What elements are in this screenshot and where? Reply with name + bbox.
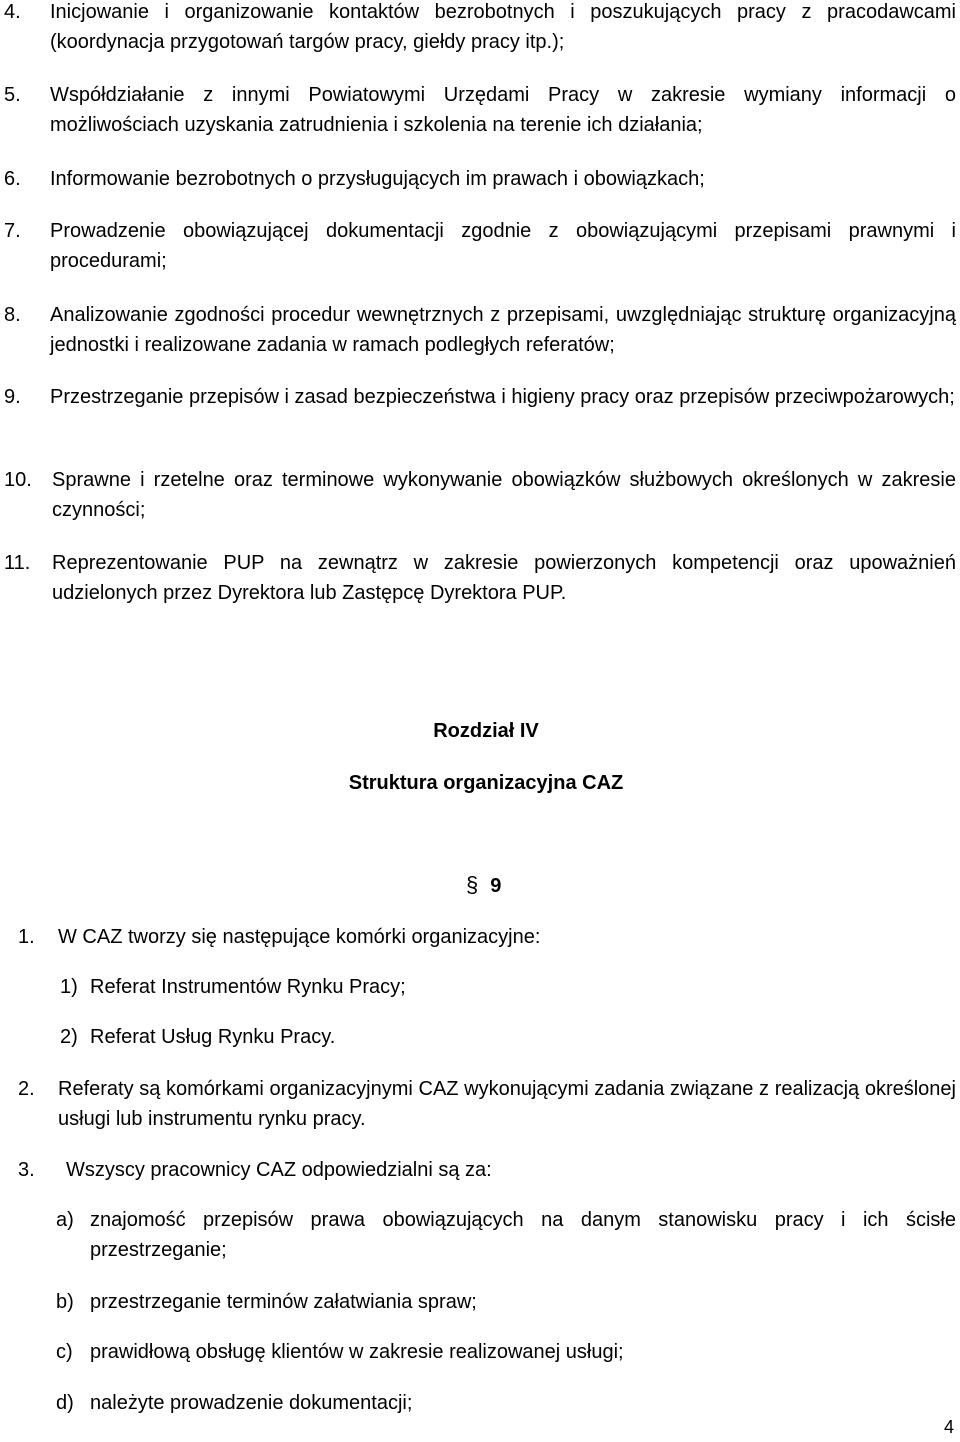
list-number: 4. xyxy=(4,1,21,23)
list-text: przestrzeganie terminów załatwiania spraw; xyxy=(90,1291,477,1313)
list-item-10 xyxy=(4,465,956,525)
list-number: 9. xyxy=(4,386,21,408)
list-text: Reprezentowanie PUP na zewnątrz w zakresie powierzonych kompetencji oraz upoważnień udzielonych przez Dyrektora lub Zastępcę Dyrektora PUP. xyxy=(52,552,956,604)
list-number: 8. xyxy=(4,304,21,326)
list-number: b) xyxy=(56,1291,74,1313)
list-text: W CAZ tworzy się następujące komórki organizacyjne: xyxy=(58,926,541,948)
list-item-5 xyxy=(4,80,956,140)
list-number: 11. xyxy=(4,552,31,574)
list-text: Analizowanie zgodności procedur wewnętrznych z przepisami, uwzględniając strukturę organizacyjną jednostki i realizowane zadania w ramach podległych referatów; xyxy=(50,304,956,356)
list-text: prawidłową obsługę klientów w zakresie realizowanej usługi; xyxy=(90,1341,624,1363)
list-number: d) xyxy=(56,1392,74,1414)
chapter-subtitle: Struktura organizacyjna CAZ xyxy=(348,772,624,794)
section-item-3 xyxy=(18,1155,956,1185)
duty-item-d xyxy=(56,1388,956,1418)
list-text: Inicjowanie i organizowanie kontaktów bezrobotnych i poszukujących pracy z pracodawcami (koordynacja przygotowań targów pracy, giełdy pracy itp.); xyxy=(50,1,956,53)
list-text: Referat Usług Rynku Pracy. xyxy=(90,1026,336,1048)
list-number: 3. xyxy=(18,1159,35,1181)
list-text: należyte prowadzenie dokumentacji; xyxy=(90,1392,413,1414)
section-item-1 xyxy=(18,922,956,952)
list-text: Referaty są komórkami organizacyjnymi CAZ wykonującymi zadania związane z realizacją określonej usługi lub instrumentu rynku pracy. xyxy=(58,1078,956,1130)
paragraph-sign xyxy=(466,870,501,901)
list-item-8 xyxy=(4,300,956,360)
list-number: 5. xyxy=(4,84,21,106)
list-text: Prowadzenie obowiązującej dokumentacji zgodnie z obowiązującymi przepisami prawnymi i procedurami; xyxy=(50,220,956,272)
list-number: 2. xyxy=(18,1078,35,1100)
list-number: 1) xyxy=(60,976,78,998)
duty-item-c xyxy=(56,1337,956,1367)
list-text: znajomość przepisów prawa obowiązujących na danym stanowisku pracy i ich ścisłe przestrzeganie; xyxy=(90,1209,956,1261)
list-number: a) xyxy=(56,1209,74,1231)
unit-item-2 xyxy=(60,1022,956,1052)
list-item-6 xyxy=(4,164,956,194)
chapter-title: Rozdział IV xyxy=(433,720,539,742)
list-number: 10. xyxy=(4,469,32,491)
list-item-9 xyxy=(4,382,956,412)
list-number: 1. xyxy=(18,926,35,948)
list-number: 7. xyxy=(4,220,21,242)
list-item-11 xyxy=(4,548,956,608)
list-text: Współdziałanie z innymi Powiatowymi Urzędami Pracy w zakresie wymiany informacji o możliwościach uzyskania zatrudnienia i szkolenia na terenie ich działania; xyxy=(50,84,956,136)
page-number: 4 xyxy=(943,1417,954,1437)
section-item-2 xyxy=(18,1074,956,1134)
section-number: 9 xyxy=(490,875,502,897)
list-text: Wszyscy pracownicy CAZ odpowiedzialni są za: xyxy=(66,1159,492,1181)
list-text: Przestrzeganie przepisów i zasad bezpieczeństwa i higieny pracy oraz przepisów przeciwpożarowych; xyxy=(50,386,955,408)
list-item-4 xyxy=(4,0,956,57)
list-number: c) xyxy=(56,1341,73,1363)
list-number: 2) xyxy=(60,1026,78,1048)
list-text: Referat Instrumentów Rynku Pracy; xyxy=(90,976,406,998)
list-number: 6. xyxy=(4,168,21,190)
duty-item-a xyxy=(56,1205,956,1265)
list-text: Sprawne i rzetelne oraz terminowe wykonywanie obowiązków służbowych określonych w zakresie czynności; xyxy=(52,469,956,521)
list-text: Informowanie bezrobotnych o przysługujących im prawach i obowiązkach; xyxy=(50,168,705,190)
section-symbol: § xyxy=(466,872,479,897)
duty-item-b xyxy=(56,1287,956,1317)
list-item-7 xyxy=(4,216,956,276)
unit-item-1 xyxy=(60,972,956,1002)
